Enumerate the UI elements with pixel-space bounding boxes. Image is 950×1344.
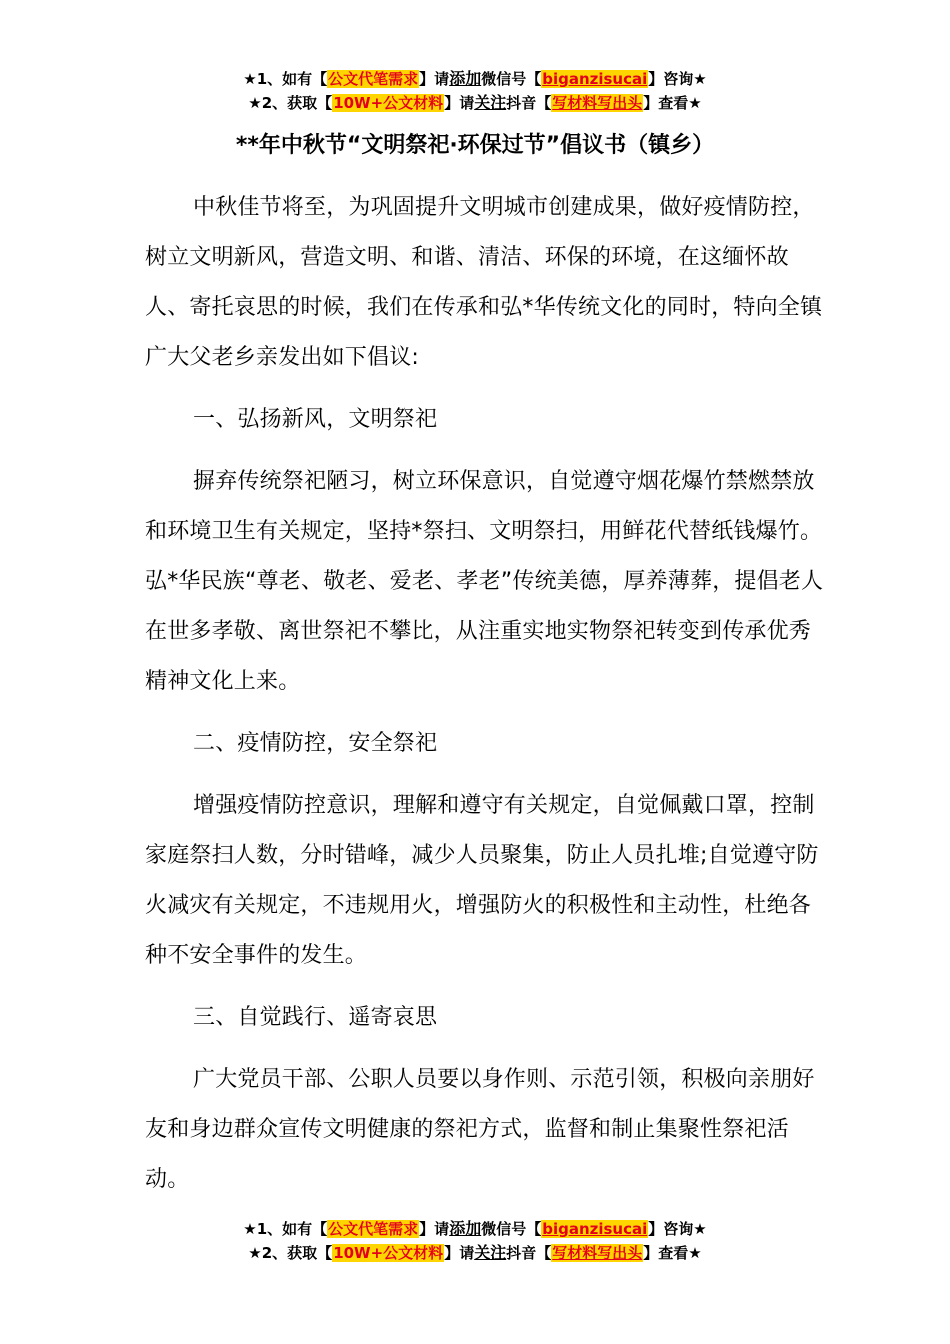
douyin-account-link[interactable]: 写材料写出头	[552, 1244, 643, 1262]
promo-text: 】请	[444, 1244, 475, 1262]
promo-text: 】咨询★	[648, 1220, 707, 1238]
add-keyword: 添加	[449, 1219, 482, 1238]
promo-text: ★2、获取【	[248, 94, 333, 112]
service-highlight: 公文代笔需求	[328, 70, 419, 88]
promo-text: ★2、获取【	[248, 1244, 333, 1262]
document-title: **年中秋节“文明祭祀·环保过节”倡议书（镇乡）	[235, 133, 715, 158]
top-promo-banner	[0, 67, 950, 115]
promo-text: 】查看★	[643, 1244, 702, 1262]
promo-line-1	[0, 1217, 950, 1241]
section-heading-1: 一、弘扬新风，文明祭祀	[193, 407, 438, 432]
promo-text: 】请	[444, 94, 475, 112]
add-keyword: 添加	[449, 69, 482, 88]
promo-line-1	[0, 67, 950, 91]
promo-text: 抖音【	[506, 94, 552, 112]
section-heading-2: 二、疫情防控，安全祭祀	[193, 731, 438, 756]
promo-text: 抖音【	[506, 1244, 552, 1262]
douyin-account-link[interactable]: 写材料写出头	[552, 94, 643, 112]
document-body	[145, 183, 825, 1217]
follow-keyword: 关注	[474, 93, 507, 112]
promo-text: 】请	[419, 1220, 450, 1238]
section-paragraph-3: 广大党员干部、公职人员要以身作则、示范引领，积极向亲朋好友和身边群众宣传文明健康的祭祀方式，监督和制止集聚性祭祀活动。	[145, 1067, 815, 1192]
wechat-id-link[interactable]: biganzisucai	[542, 70, 648, 88]
promo-text: 】咨询★	[648, 70, 707, 88]
promo-line-2	[0, 91, 950, 115]
promo-line-2	[0, 1241, 950, 1265]
promo-text: 微信号【	[481, 1220, 542, 1238]
follow-keyword: 关注	[474, 1243, 507, 1262]
promo-text: 微信号【	[481, 70, 542, 88]
promo-text: ★1、如有【	[243, 70, 328, 88]
service-highlight: 公文代笔需求	[328, 1220, 419, 1238]
promo-text: ★1、如有【	[243, 1220, 328, 1238]
promo-text: 】请	[419, 70, 450, 88]
section-heading-3: 三、自觉践行、遥寄哀思	[193, 1005, 438, 1030]
promo-text: 】查看★	[643, 94, 702, 112]
materials-highlight: 10W+公文材料	[333, 1244, 444, 1262]
materials-highlight: 10W+公文材料	[333, 94, 444, 112]
bottom-promo-banner	[0, 1217, 950, 1265]
section-paragraph-1: 摒弃传统祭祀陋习，树立环保意识，自觉遵守烟花爆竹禁燃禁放和环境卫生有关规定，坚持*祭扫、文明祭扫，用鲜花代替纸钱爆竹。弘*华民族“尊老、敬老、爱老、孝老”传统美德，厚养薄葬，提倡老人在世多孝敬、离世祭祀不攀比，从注重实地实物祭祀转变到传承优秀精神文化上来。	[145, 469, 824, 694]
intro-paragraph: 中秋佳节将至，为巩固提升文明城市创建成果，做好疫情防控，树立文明新风，营造文明、和谐、清洁、环保的环境，在这缅怀故人、寄托哀思的时候，我们在传承和弘*华传统文化的同时，特向全镇广大父老乡亲发出如下倡议:	[145, 195, 823, 370]
wechat-id-link[interactable]: biganzisucai	[542, 1220, 648, 1238]
section-paragraph-2: 增强疫情防控意识，理解和遵守有关规定，自觉佩戴口罩，控制家庭祭扫人数，分时错峰，减少人员聚集，防止人员扎堆;自觉遵守防火减灾有关规定，不违规用火，增强防火的积极性和主动性，杜绝各种不安全事件的发生。	[145, 793, 819, 968]
